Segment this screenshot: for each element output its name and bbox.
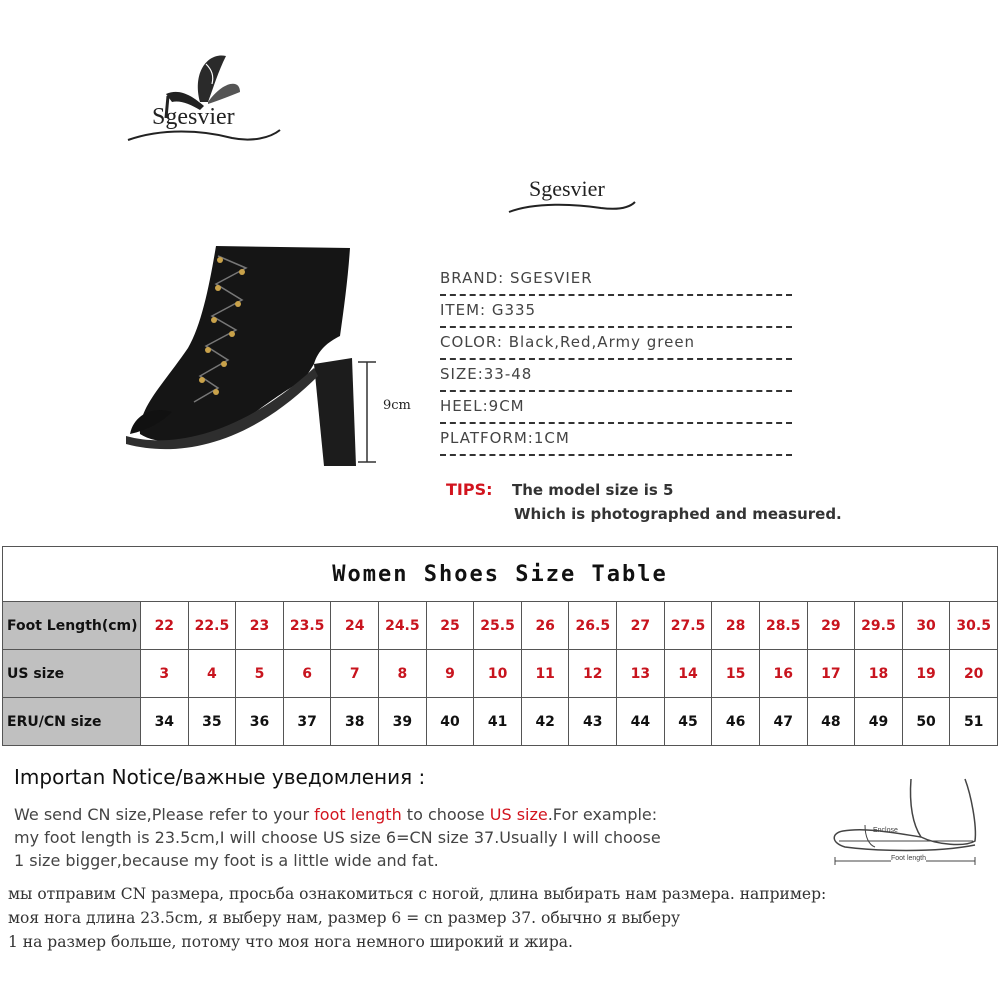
heel-height-label: 9cm <box>383 398 411 413</box>
size-cell: 3 <box>141 650 189 698</box>
spec-platform: PLATFORM:1CM <box>440 426 792 456</box>
row-label: Foot Length(cm) <box>3 602 141 650</box>
notice-english <box>14 803 814 872</box>
butterfly-shoe-logo-icon <box>122 42 292 157</box>
size-cell: 9 <box>426 650 474 698</box>
notice-ru-line-3: 1 на размер больше, потому что моя нога немного широкий и жира. <box>8 933 573 951</box>
size-cell: 42 <box>521 698 569 746</box>
table-row <box>3 698 998 746</box>
lace-up-peep-toe-bootie-icon <box>118 238 368 468</box>
heel-height-bracket-icon <box>352 360 382 466</box>
size-cell: 30 <box>902 602 950 650</box>
size-cell: 27.5 <box>664 602 712 650</box>
size-cell: 37 <box>283 698 331 746</box>
notice-ru-line-1: мы отправим CN размера, просьба ознакомиться с ногой, длина выбирать нам размера. например: <box>8 885 827 903</box>
size-cell: 23 <box>236 602 284 650</box>
size-cell: 11 <box>521 650 569 698</box>
brand-logo-top <box>122 42 292 157</box>
size-cell: 28.5 <box>759 602 807 650</box>
size-cell: 41 <box>474 698 522 746</box>
spec-color: COLOR: Black,Red,Army green <box>440 330 792 360</box>
size-cell: 35 <box>188 698 236 746</box>
size-cell: 48 <box>807 698 855 746</box>
spec-heel: HEEL:9CM <box>440 394 792 424</box>
foot-diagram <box>825 775 985 875</box>
table-row <box>3 602 998 650</box>
size-cell: 8 <box>379 650 427 698</box>
highlight-foot-length: foot length <box>314 805 402 824</box>
notice-en-line-2: my foot length is 23.5cm,I will choose US size 6=CN size 37.Usually I will choose <box>14 828 661 847</box>
table-row <box>3 650 998 698</box>
size-cell: 4 <box>188 650 236 698</box>
size-cell: 26.5 <box>569 602 617 650</box>
size-cell: 22.5 <box>188 602 236 650</box>
size-table-title: Women Shoes Size Table <box>3 547 998 602</box>
notice-en-line-3: 1 size bigger,because my foot is a little wide and fat. <box>14 851 439 870</box>
spec-item: ITEM: G335 <box>440 298 792 328</box>
size-cell: 7 <box>331 650 379 698</box>
row-label: US size <box>3 650 141 698</box>
highlight-us-size: US size <box>489 805 548 824</box>
size-cell: 6 <box>283 650 331 698</box>
size-cell: 20 <box>950 650 998 698</box>
product-image <box>118 238 368 468</box>
size-cell: 49 <box>855 698 903 746</box>
size-cell: 28 <box>712 602 760 650</box>
size-cell: 19 <box>902 650 950 698</box>
size-cell: 30.5 <box>950 602 998 650</box>
spec-brand: BRAND: SGESVIER <box>440 266 792 296</box>
tips-line-1: The model size is 5 <box>512 481 674 499</box>
size-cell: 17 <box>807 650 855 698</box>
size-cell: 5 <box>236 650 284 698</box>
foot-length-label: Foot length <box>891 855 927 862</box>
size-cell: 12 <box>569 650 617 698</box>
size-table <box>2 546 998 746</box>
size-cell: 26 <box>521 602 569 650</box>
size-cell: 44 <box>617 698 665 746</box>
size-cell: 27 <box>617 602 665 650</box>
size-cell: 47 <box>759 698 807 746</box>
size-cell: 22 <box>141 602 189 650</box>
size-cell: 40 <box>426 698 474 746</box>
notice-russian <box>8 882 998 954</box>
size-cell: 23.5 <box>283 602 331 650</box>
brand-logo-secondary <box>505 172 645 222</box>
size-cell: 18 <box>855 650 903 698</box>
size-cell: 10 <box>474 650 522 698</box>
tips-line-2: Which is photographed and measured. <box>514 505 842 523</box>
notice-title: Importan Notice/важные уведомления : <box>14 765 426 789</box>
size-cell: 39 <box>379 698 427 746</box>
row-label: ERU/CN size <box>3 698 141 746</box>
size-cell: 38 <box>331 698 379 746</box>
size-cell: 25.5 <box>474 602 522 650</box>
brand-logo-text: Sgesvier <box>152 104 235 130</box>
size-cell: 25 <box>426 602 474 650</box>
size-cell: 29.5 <box>855 602 903 650</box>
notice-ru-line-2: моя нога длина 23.5cm, я выберу нам, размер 6 = cn размер 37. обычно я выберу <box>8 909 681 927</box>
size-cell: 15 <box>712 650 760 698</box>
size-cell: 34 <box>141 698 189 746</box>
size-cell: 36 <box>236 698 284 746</box>
spec-size: SIZE:33-48 <box>440 362 792 392</box>
foot-enclose-label: Enclose <box>873 827 898 834</box>
size-cell: 45 <box>664 698 712 746</box>
size-cell: 43 <box>569 698 617 746</box>
size-cell: 24 <box>331 602 379 650</box>
tips-label: TIPS: <box>446 480 493 499</box>
brand-logo-text: Sgesvier <box>529 176 605 201</box>
size-cell: 29 <box>807 602 855 650</box>
size-cell: 24.5 <box>379 602 427 650</box>
size-cell: 51 <box>950 698 998 746</box>
notice-en-line-1: We send CN size,Please refer to your foot length to choose US size.For example: <box>14 805 658 824</box>
size-cell: 16 <box>759 650 807 698</box>
size-cell: 46 <box>712 698 760 746</box>
swoosh-icon <box>505 196 645 218</box>
size-cell: 13 <box>617 650 665 698</box>
size-cell: 14 <box>664 650 712 698</box>
size-cell: 50 <box>902 698 950 746</box>
